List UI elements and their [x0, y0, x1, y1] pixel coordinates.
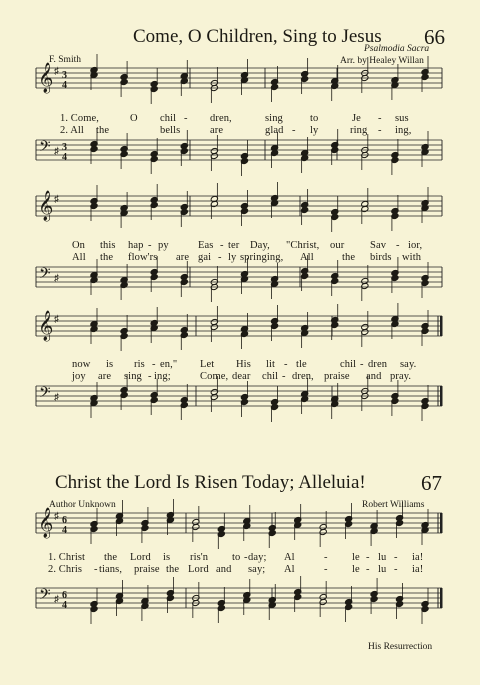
syllable: His [236, 359, 251, 370]
syllable: - [366, 564, 370, 575]
syllable: - [284, 359, 288, 370]
syllable: - [378, 125, 382, 136]
syllable: tle [296, 359, 307, 370]
syllable: tians, [99, 564, 123, 575]
syllable: are [98, 371, 112, 382]
syllable: - [396, 240, 400, 251]
syllable: - [360, 359, 364, 370]
bass-clef-icon: 𝄢 [39, 265, 51, 286]
bass-clef-icon: 𝄢 [39, 384, 51, 405]
syllable: glad [265, 125, 284, 136]
syllable: the [100, 252, 114, 263]
syllable: dren, [210, 113, 232, 124]
syllable: sing [265, 113, 283, 124]
hymn-66-arranger: Arr. by Healey Willan [340, 56, 424, 66]
syllable: - [184, 113, 188, 124]
time-signature: 4 [62, 80, 67, 91]
syllable: 2. Chris [48, 564, 83, 575]
time-signature: 3 [62, 70, 67, 81]
syllable: now [72, 359, 91, 370]
syllable: to [232, 552, 241, 563]
syllable: - [366, 552, 370, 563]
syllable: ring [350, 125, 368, 136]
syllable: the [166, 564, 180, 575]
time-signature: 4 [62, 600, 67, 611]
syllable: ing; [154, 371, 171, 382]
syllable: and [366, 371, 382, 382]
hymn-67-author: Author Unknown [49, 500, 116, 510]
syllable: praise [134, 564, 160, 575]
final-barline [440, 316, 443, 336]
syllable: le [352, 564, 360, 575]
syllable: Je [352, 113, 361, 124]
syllable: - [148, 371, 152, 382]
syllable: - [220, 240, 224, 251]
syllable: ly [228, 252, 237, 263]
syllable: Sav [370, 240, 387, 251]
sharp-icon: ♯ [54, 273, 59, 284]
syllable: Al [284, 552, 295, 563]
syllable: en," [160, 359, 178, 370]
syllable: to [310, 113, 319, 124]
syllable: day; [248, 552, 267, 563]
syllable: are [176, 252, 190, 263]
syllable: - [324, 564, 328, 575]
syllable: All [72, 252, 86, 263]
syllable: pray. [390, 371, 412, 382]
syllable: "Christ, [286, 240, 320, 251]
syllable: say. [400, 359, 417, 370]
syllable: - [218, 252, 222, 263]
syllable: py [158, 240, 169, 251]
syllable: - [244, 552, 248, 563]
syllable: is [163, 552, 171, 563]
syllable: dren [368, 359, 388, 370]
syllable: are [210, 125, 224, 136]
sharp-icon: ♯ [54, 194, 59, 205]
sharp-icon: ♯ [54, 392, 59, 403]
syllable: lit [266, 359, 276, 370]
syllable: say; [248, 564, 266, 575]
syllable: Eas [198, 240, 214, 251]
syllable: ter [228, 240, 240, 251]
syllable: this [100, 240, 116, 251]
syllable: ior, [408, 240, 423, 251]
syllable: lu [378, 552, 387, 563]
hymn-67-arranger: Robert Williams [362, 500, 425, 510]
syllable: praise [324, 371, 350, 382]
final-barline [440, 386, 443, 406]
syllable: is [106, 359, 114, 370]
syllable: the [96, 125, 110, 136]
bass-clef-icon: 𝄢 [39, 586, 51, 607]
syllable: chil [262, 371, 279, 382]
sharp-icon: ♯ [54, 594, 59, 605]
treble-clef-icon: 𝄞 [38, 63, 54, 93]
syllable: birds [370, 252, 392, 263]
syllable: Come, [200, 371, 229, 382]
hymn-67-title: Christ the Lord Is Risen Today; Alleluia! [55, 472, 366, 493]
syllable: ris'n [190, 552, 209, 563]
sharp-icon: ♯ [54, 66, 59, 77]
syllable: Lord [188, 564, 209, 575]
syllable: ing, [395, 125, 412, 136]
syllable: - [282, 371, 286, 382]
final-barline [440, 588, 443, 608]
syllable: bells [160, 125, 181, 136]
syllable: - [378, 113, 382, 124]
syllable: ly [310, 125, 319, 136]
time-signature: 3 [62, 142, 67, 153]
syllable: chil [340, 359, 357, 370]
syllable: ris [134, 359, 145, 370]
syllable: Lord [130, 552, 151, 563]
sharp-icon: ♯ [54, 314, 59, 325]
syllable: On [72, 240, 86, 251]
syllable: hap [128, 240, 144, 251]
syllable: chil [160, 113, 177, 124]
syllable: our [330, 240, 345, 251]
hymn-67-number: 67 [421, 471, 442, 495]
syllable: - [148, 240, 152, 251]
notation-marks [36, 54, 443, 624]
bass-clef-icon: 𝄢 [39, 138, 51, 159]
syllable: dear [232, 371, 251, 382]
syllable: - [94, 564, 98, 575]
syllable: Let [200, 359, 215, 370]
syllable: - [324, 552, 328, 563]
syllable: ia! [412, 564, 424, 575]
hymn-66-number: 66 [424, 25, 445, 49]
syllable: le [352, 552, 360, 563]
treble-clef-icon: 𝄞 [38, 508, 54, 538]
syllable: 1. Christ [48, 552, 86, 563]
syllable: 2. All [60, 125, 84, 136]
syllable: the [342, 252, 356, 263]
syllable: - [394, 564, 398, 575]
syllable: - [292, 125, 296, 136]
syllable: - [394, 552, 398, 563]
treble-clef-icon: 𝄞 [38, 191, 54, 221]
final-barline [440, 513, 443, 533]
hymn-66-source: Psalmodia Sacra [364, 44, 430, 54]
time-signature: 6 [62, 515, 67, 526]
syllable: sus [395, 113, 409, 124]
syllable: joy [72, 371, 86, 382]
syllable: lu [378, 564, 387, 575]
syllable: with [402, 252, 422, 263]
sharp-icon: ♯ [54, 511, 59, 522]
syllable: sing [124, 371, 142, 382]
syllable: ia! [412, 552, 424, 563]
page-footer: His Resurrection [368, 642, 433, 652]
syllable: flow'rs [128, 252, 158, 263]
syllable: All [300, 252, 314, 263]
time-signature: 4 [62, 525, 67, 536]
hymn-66-author: F. Smith [49, 55, 81, 65]
time-signature: 4 [62, 152, 67, 163]
syllable: Day, [250, 240, 270, 251]
syllable: the [104, 552, 118, 563]
time-signature: 6 [62, 590, 67, 601]
syllable: dren, [292, 371, 314, 382]
treble-clef-icon: 𝄞 [38, 311, 54, 341]
hymn-66-title: Come, O Children, Sing to Jesus [133, 26, 382, 47]
syllable: and [216, 564, 232, 575]
sharp-icon: ♯ [54, 146, 59, 157]
syllable: - [152, 359, 156, 370]
syllable: Al [284, 564, 295, 575]
syllable: gai [198, 252, 212, 263]
syllable: springing, [240, 252, 284, 263]
syllable: 1. Come, [60, 113, 100, 124]
syllable: O [130, 113, 138, 124]
